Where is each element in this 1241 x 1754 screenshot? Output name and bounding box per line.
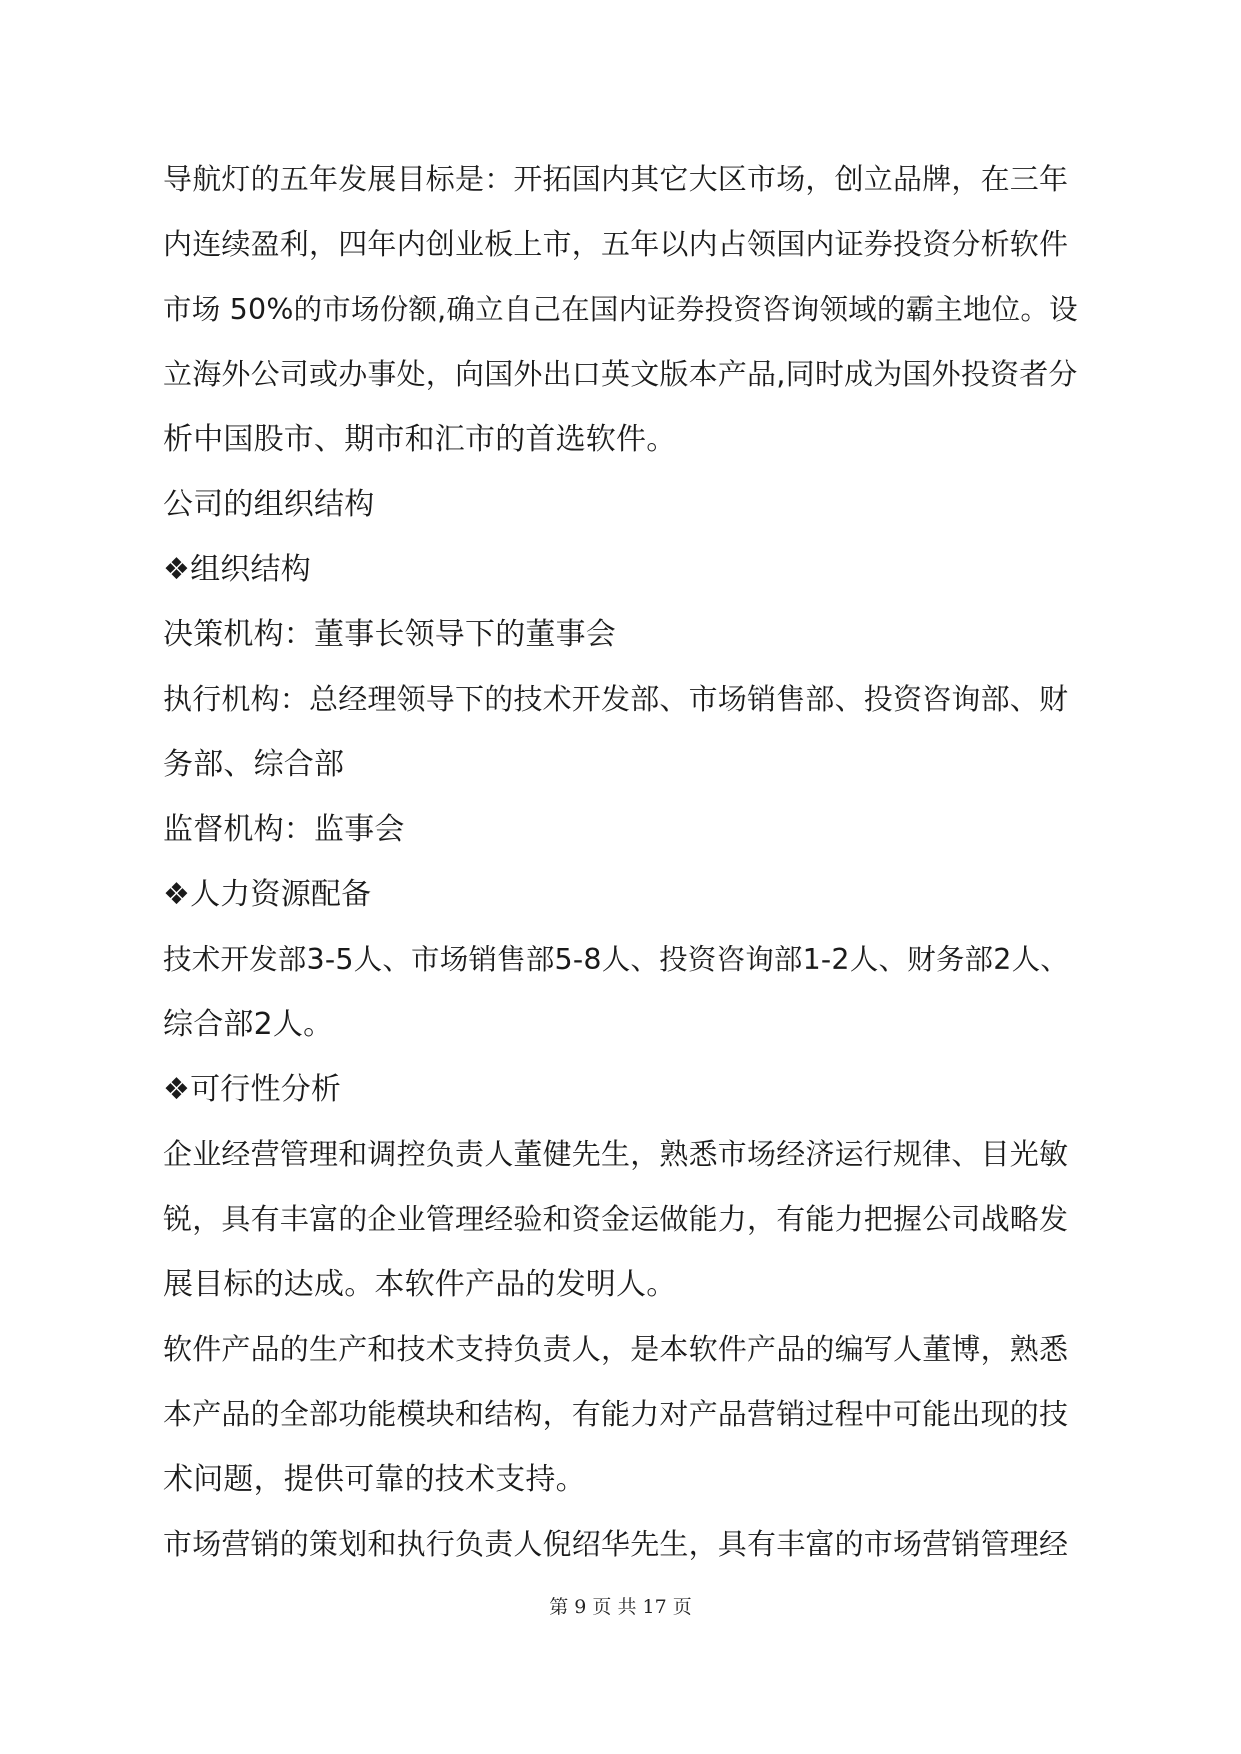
paragraph-line: 市场营销的策划和执行负责人倪绍华先生，具有丰富的市场营销管理经 <box>163 1527 1069 1561</box>
paragraph-line: 技术开发部3-5人、市场销售部5-8人、投资咨询部1-2人、财务部2人、 <box>163 943 1069 976</box>
paragraph-line: 软件产品的生产和技术支持负责人，是本软件产品的编写人董博，熟悉 <box>163 1332 1069 1366</box>
paragraph-line: 执行机构：总经理领导下的技术开发部、市场销售部、投资咨询部、财 <box>163 682 1069 716</box>
page-footer: 第 9 页 共 17 页 <box>549 1596 692 1618</box>
paragraph-line: 综合部2人。 <box>163 1007 334 1042</box>
paragraph-line: 展目标的达成。本软件产品的发明人。 <box>163 1267 677 1302</box>
paragraph-line: 导航灯的五年发展目标是：开拓国内其它大区市场，创立品牌，在三年 <box>163 162 1069 196</box>
paragraph-line: 析中国股市、期市和汇市的首选软件。 <box>163 422 677 457</box>
bullet-heading: ❖组织结构 <box>163 552 311 587</box>
section-heading: 公司的组织结构 <box>163 487 375 522</box>
document-body <box>163 147 1078 1577</box>
bullet-heading: ❖可行性分析 <box>163 1072 342 1107</box>
bullet-heading: ❖人力资源配备 <box>163 877 372 912</box>
paragraph-line: 企业经营管理和调控负责人董健先生，熟悉市场经济运行规律、目光敏 <box>163 1137 1069 1171</box>
paragraph-line: 术问题，提供可靠的技术支持。 <box>163 1462 586 1497</box>
paragraph-line: 内连续盈利，四年内创业板上市，五年以内占领国内证券投资分析软件 <box>163 227 1069 261</box>
paragraph-line: 务部、综合部 <box>163 747 345 782</box>
paragraph-line: 决策机构：董事长领导下的董事会 <box>163 617 616 652</box>
paragraph-line: 立海外公司或办事处，向国外出口英文版本产品,同时成为国外投资者分 <box>163 357 1078 391</box>
paragraph-line: 锐，具有丰富的企业管理经验和资金运做能力，有能力把握公司战略发 <box>163 1202 1069 1236</box>
paragraph-line: 监督机构：监事会 <box>163 812 405 847</box>
paragraph-line: 市场 50%的市场份额,确立自己在国内证券投资咨询领域的霸主地位。设 <box>163 293 1078 326</box>
paragraph-line: 本产品的全部功能模块和结构，有能力对产品营销过程中可能出现的技 <box>163 1397 1069 1431</box>
